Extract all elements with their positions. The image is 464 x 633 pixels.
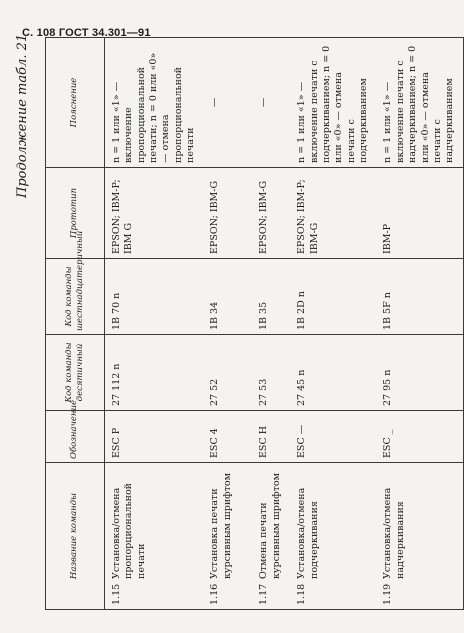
cell-prototype: EPSON; IBM-P; IBM G [105,168,204,259]
table-row [105,38,204,610]
table-row [290,38,376,610]
cell-code-hex: 1В 5F n [376,259,463,335]
cell-prototype: EPSON; IBM-G [252,168,290,259]
cell-prototype: IBM-P [376,168,463,259]
command-name: Установка/отмена надчеркивания [382,487,406,579]
command-name: Установка/отмена пропорциональной печати [111,482,147,579]
row-number: 1.19 [382,583,394,605]
cell-note: n = 1 или «1» — включение пропорциональной печати; n = 0 или «0» — отмена пропорциональной печати [105,38,204,168]
cell-symbol: ESC P [105,411,204,463]
command-name: Установка печати курсивным шрифтом [209,473,233,579]
cell-code-hex: 1В 35 [252,259,290,335]
cell-command-name [290,463,376,610]
row-number: 1.18 [296,583,308,605]
cell-note: n = 1 или «1» — включение печати с подчеркиванием; n = 0 или «0» — отмена печати с подчеркиванием [290,38,376,168]
cell-code-hex: 1В 2D n [290,259,376,335]
cell-command-name [105,463,204,610]
table-row [203,38,252,610]
cell-code-hex: 1В 34 [203,259,252,335]
cell-prototype: EPSON; IBM-P; IBM-G [290,168,376,259]
command-name: Установка/отмена подчеркивания [296,487,320,579]
table-header-row [46,38,105,610]
command-name: Отмена печати курсивным шрифтом [258,473,282,579]
table-row [376,38,463,610]
table-continuation-caption: Продолжение табл. 21 [15,33,30,198]
cell-prototype: EPSON; IBM-G [203,168,252,259]
cell-note: — [203,38,252,168]
cell-note: n = 1 или «1» — включение печати с надчеркиванием; n = 0 или «0» — отмена печати с надчеркиванием [376,38,463,168]
header-prototype: Прототип [46,168,105,259]
header-command-name: Название команды [46,463,105,610]
cell-code-hex: 1В 70 n [105,259,204,335]
cell-command-name [376,463,463,610]
cell-note: — [252,38,290,168]
commands-table [45,37,464,610]
row-number: 1.15 [111,583,122,605]
cell-symbol: ESC H [252,411,290,463]
cell-code-dec: 27 45 n [290,335,376,411]
cell-symbol: ESC — [290,411,376,463]
cell-symbol: ESC 4 [203,411,252,463]
header-symbol: Обозначение [46,411,105,463]
header-note: Пояснение [46,38,105,168]
cell-symbol: ESC _ [376,411,463,463]
header-code-dec: Код команды десятичный [46,335,105,411]
header-code-hex: Код команды шестнадцатеричный [46,259,105,335]
cell-command-name [252,463,290,610]
page-header: С. 108 ГОСТ 34.301—91 [22,27,151,39]
table-row [252,38,290,610]
row-number: 1.16 [209,583,221,605]
row-number: 1.17 [258,583,270,605]
cell-code-dec: 27 53 [252,335,290,411]
cell-code-dec: 27 52 [203,335,252,411]
cell-code-dec: 27 95 n [376,335,463,411]
cell-code-dec: 27 112 n [105,335,204,411]
cell-command-name [203,463,252,610]
